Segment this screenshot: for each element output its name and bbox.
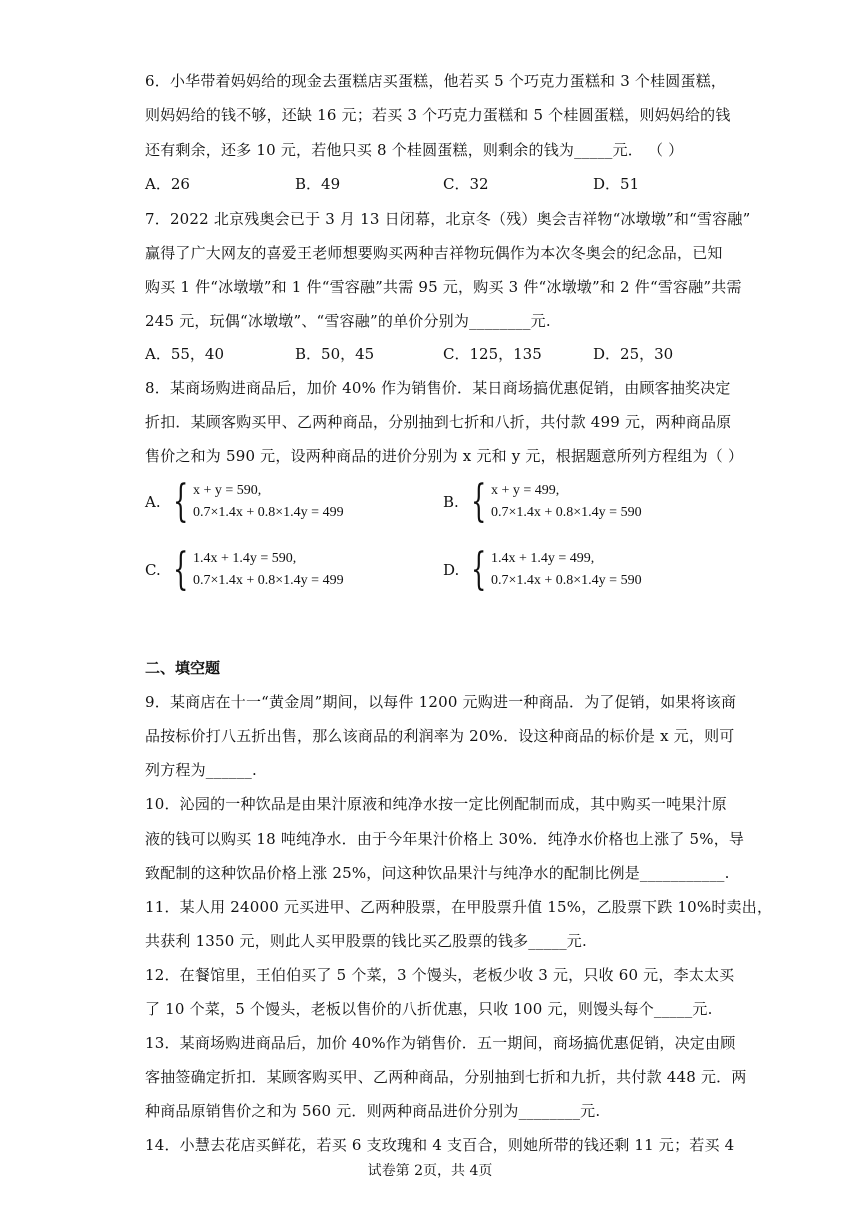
question-text-line: 11．某人用 24000 元买进甲、乙两种股票，在甲股票升值 15%，乙股票下跌 10%时卖出， [145, 898, 773, 916]
option-label: A. [145, 493, 161, 511]
option-c[interactable]: C．32 [443, 175, 489, 193]
equation-2: 0.7×1.4x + 0.8×1.4y = 499 [193, 505, 344, 520]
question-text-line: 列方程为______. [145, 761, 257, 779]
question-text-line: 9．某商店在十一“黄金周”期间，以每件 1200 元购进一种商品．为了促销，如果将该商 [145, 693, 737, 711]
question-text-line: 购买 1 件“冰墩墩”和 1 件“雪容融”共需 95 元，购买 3 件“冰墩墩”和 2 件“雪容融”共需 [145, 278, 742, 296]
question-text-line: 客抽签确定折扣．某顾客购买甲、乙两种商品，分别抽到七折和九折，共付款 448 元．两 [145, 1068, 747, 1086]
equation-2: 0.7×1.4x + 0.8×1.4y = 590 [491, 573, 642, 588]
option-a[interactable] [145, 476, 344, 527]
question-text-line: 还有剩余，还多 10 元，若他只买 8 个桂圆蛋糕，则剩余的钱为_____元． （ ） [145, 141, 684, 159]
option-c[interactable]: C．125，135 [443, 345, 542, 363]
option-label: B. [443, 493, 459, 511]
equation-1: 1.4x + 1.4y = 590, [193, 551, 297, 566]
left-brace-icon: { [471, 476, 487, 527]
question-text-line: 种商品原销售价之和为 560 元．则两种商品进价分别为________元. [145, 1102, 601, 1120]
option-label: D. [443, 561, 460, 579]
option-b[interactable]: B．50，45 [295, 345, 375, 363]
equation-2: 0.7×1.4x + 0.8×1.4y = 590 [491, 505, 642, 520]
question-text-line: 14．小慧去花店买鲜花，若买 6 支玫瑰和 4 支百合，则她所带的钱还剩 11 元；若买 4 [145, 1136, 735, 1154]
question-text-line: 10．沁园的一种饮品是由果汁原液和纯净水按一定比例配制而成，其中购买一吨果汁原 [145, 795, 727, 813]
question-text-line: 6．小华带着妈妈给的现金去蛋糕店买蛋糕，他若买 5 个巧克力蛋糕和 3 个桂圆蛋糕， [145, 72, 727, 90]
question-text-line: 了 10 个菜，5 个馒头，老板以售价的八折优惠，只收 100 元，则馒头每个_____元. [145, 1000, 713, 1018]
option-b[interactable]: B．49 [295, 175, 341, 193]
option-b[interactable] [443, 476, 642, 527]
question-text-line: 赢得了广大网友的喜爱王老师想要购买两种吉祥物玩偶作为本次冬奥会的纪念品，已知 [145, 244, 723, 262]
question-text-line: 售价之和为 590 元，设两种商品的进价分别为 x 元和 y 元，根据题意所列方程组为（ ） [145, 447, 744, 465]
question-text-line: 则妈妈给的钱不够，还缺 16 元；若买 3 个巧克力蛋糕和 5 个桂圆蛋糕，则妈妈给的钱 [145, 106, 731, 124]
option-c[interactable] [145, 544, 344, 595]
left-brace-icon: { [471, 544, 487, 595]
question-text-line: 7．2022 北京残奥会已于 3 月 13 日闭幕，北京冬（残）奥会吉祥物“冰墩墩”和“雪容融” [145, 210, 751, 228]
option-d[interactable] [443, 544, 642, 595]
option-d[interactable]: D．25，30 [593, 345, 674, 363]
question-text-line: 共获利 1350 元，则此人买甲股票的钱比买乙股票的钱多_____元. [145, 932, 587, 950]
question-text-line: 品按标价打八五折出售，那么该商品的利润率为 20%．设这种商品的标价是 x 元，则可 [145, 727, 735, 745]
question-text-line: 8．某商场购进商品后，加价 40% 作为销售价．某日商场搞优惠促销，由顾客抽奖决定 [145, 379, 731, 397]
equation-1: x + y = 499, [491, 483, 560, 498]
equation-1: x + y = 590, [193, 483, 262, 498]
equation-1: 1.4x + 1.4y = 499, [491, 551, 595, 566]
question-text-line: 液的钱可以购买 18 吨纯净水．由于今年果汁价格上 30%．纯净水价格也上涨了 5%，导 [145, 830, 745, 848]
equation-2: 0.7×1.4x + 0.8×1.4y = 499 [193, 573, 344, 588]
option-label: C. [145, 561, 161, 579]
question-text-line: 12．在餐馆里，王伯伯买了 5 个菜，3 个馒头，老板少收 3 元，只收 60 元，李太太买 [145, 966, 735, 984]
page-footer: 试卷第 2页，共 4页 [367, 1163, 493, 1179]
section-title: 二、填空题 [145, 659, 221, 677]
question-text-line: 致配制的这种饮品价格上涨 25%，问这种饮品果汁与纯净水的配制比例是___________. [145, 864, 730, 882]
option-a[interactable]: A．26 [145, 175, 190, 193]
question-text-line: 13．某商场购进商品后，加价 40%作为销售价．五一期间，商场搞优惠促销，决定由顾 [145, 1034, 736, 1052]
option-d[interactable]: D．51 [593, 175, 640, 193]
question-text-line: 245 元，玩偶“冰墩墩”、“雪容融”的单价分别为________元. [145, 312, 551, 330]
left-brace-icon: { [173, 544, 189, 595]
left-brace-icon: { [173, 476, 189, 527]
question-text-line: 折扣．某顾客购买甲、乙两种商品，分别抽到七折和八折，共付款 499 元，两种商品原 [145, 413, 732, 431]
option-a[interactable]: A．55，40 [145, 345, 225, 363]
